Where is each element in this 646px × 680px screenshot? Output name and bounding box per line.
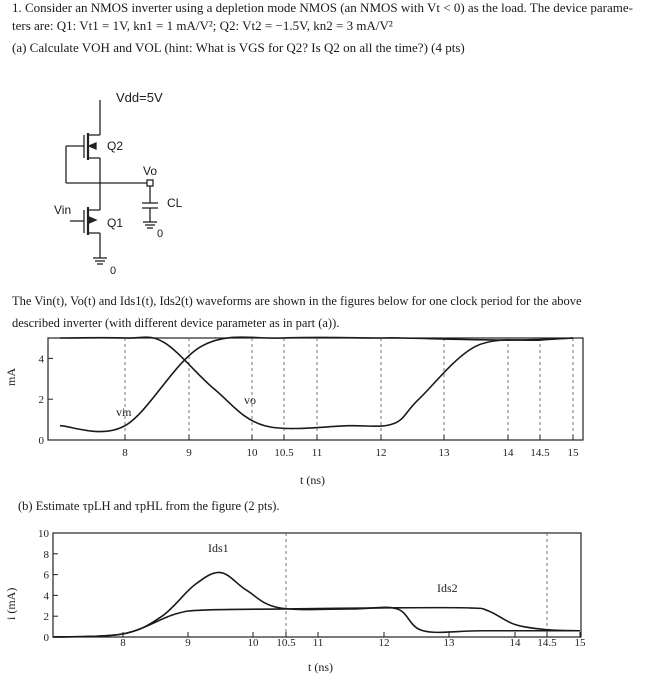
chart1-ytick-label: 4 <box>38 353 44 366</box>
chart1-xlabel: t (ns) <box>300 473 325 487</box>
vo-label: Vo <box>143 164 158 178</box>
chart2-xtick-label: 15 <box>574 637 586 649</box>
chart1-ylabel: mA <box>4 368 18 386</box>
part-b-question: (b) Estimate τpLH and τpHL from the figure (2 pts). <box>18 499 280 513</box>
chart1-ytick-label: 0 <box>38 435 44 447</box>
problem-line-2: ters are: Q1: Vt1 = 1V, kn1 = 1 mA/V²; Q2: Vt2 = −1.5V, kn2 = 3 mA/V² <box>12 18 393 33</box>
chart1-xtick-label: 9 <box>186 447 192 459</box>
ground-label-cl: 0 <box>157 228 164 240</box>
chart1-xtick-label: 10 <box>246 447 258 459</box>
vdd-label: Vdd=5V <box>116 90 163 105</box>
chart2-ylabel: i (mA) <box>4 587 18 620</box>
chart1-xtick-label: 14 <box>502 447 514 459</box>
chart2-xtick-label: 9 <box>185 637 191 649</box>
chart2-xtick-label: 11 <box>312 637 324 649</box>
chart2-xtick-label: 8 <box>120 637 126 649</box>
chart2-ytick-label: 2 <box>43 611 49 624</box>
chart2-xtick-label: 14.5 <box>537 637 557 649</box>
chart1-xtick-label: 12 <box>375 447 387 459</box>
series-line-ids1 <box>53 572 580 637</box>
annotation-vin: vin <box>116 405 132 419</box>
chart1-xtick-label: 13 <box>438 447 450 459</box>
annotation-vo: vo <box>244 393 256 407</box>
chart1-xtick-label: 14.5 <box>530 447 550 459</box>
chart1-ytick-label: 2 <box>38 394 44 407</box>
chart2-ytick-label: 10 <box>38 528 49 540</box>
q2-label: Q2 <box>107 139 124 153</box>
chart2-xtick-label: 10.5 <box>276 637 296 649</box>
part-a-question: (a) Calculate VOH and VOL (hint: What is VGS for Q2? Is Q2 on all the time?) (4 pts) <box>12 40 465 55</box>
chart1-xtick-label: 10.5 <box>274 447 294 459</box>
problem-line-1: 1. Consider an NMOS inverter using a depletion mode NMOS (an NMOS with Vt < 0) as the load. The device parame- <box>12 0 633 15</box>
chart2-frame <box>53 533 581 637</box>
chart2-xtick-label: 10 <box>247 637 259 649</box>
chart2-xtick-label: 13 <box>443 637 455 649</box>
ground-label-q1: 0 <box>110 265 117 277</box>
cl-label: CL <box>167 196 183 210</box>
intro-line-1: The Vin(t), Vo(t) and Ids1(t), Ids2(t) waveforms are shown in the figures below for one clock period for the above <box>12 294 582 308</box>
chart2-ytick-label: 6 <box>43 569 49 582</box>
chart2-ytick-label: 0 <box>43 632 49 644</box>
chart2-xtick-label: 12 <box>378 637 390 649</box>
intro-line-2: described inverter (with different device parameter as in part (a)). <box>12 316 340 330</box>
chart2-xtick-label: 14 <box>509 637 521 649</box>
annotation-ids2: Ids2 <box>437 581 458 595</box>
chart2-ytick-label: 8 <box>43 548 49 561</box>
chart1-xtick-label: 8 <box>122 447 128 459</box>
vin-label: Vin <box>54 203 72 217</box>
chart1-xtick-label: 11 <box>311 447 323 459</box>
series-line-ids2 <box>53 608 580 637</box>
annotation-ids1: Ids1 <box>208 541 229 555</box>
chart2-ytick-label: 4 <box>43 590 49 603</box>
q1-label: Q1 <box>107 216 124 230</box>
chart2-xlabel: t (ns) <box>308 660 333 674</box>
chart1-xtick-label: 15 <box>567 447 579 459</box>
